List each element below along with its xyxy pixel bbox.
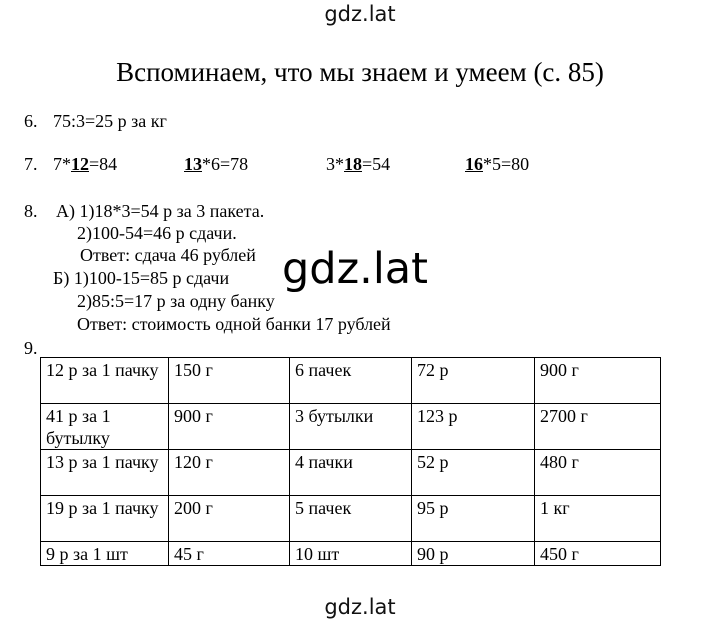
watermark-center: gdz.lat — [278, 246, 432, 292]
task-8-a-step-2: 2)100-54=46 р сдачи. — [77, 223, 237, 243]
table-cell-total-mass: 1 кг — [535, 496, 661, 542]
task-7-item-post: *5=80 — [483, 154, 530, 174]
table-cell-cost: 52 р — [412, 450, 535, 496]
task-7-item-answer: 16 — [465, 154, 483, 174]
table-cell-mass: 900 г — [169, 404, 290, 450]
table-cell-cost: 123 р — [412, 404, 535, 450]
table-cell-cost: 72 р — [412, 358, 535, 404]
table-cell-mass: 120 г — [169, 450, 290, 496]
table-cell-quantity: 3 бутылки — [290, 404, 412, 450]
task-8-number: 8. — [24, 201, 38, 221]
task-9-number: 9. — [24, 338, 38, 358]
table-row — [41, 450, 661, 496]
watermark-top: gdz.lat — [324, 2, 396, 26]
task-6-number: 6. — [24, 111, 38, 131]
task-7-item-post: =84 — [89, 154, 118, 174]
table-cell-cost: 95 р — [412, 496, 535, 542]
task-7-item — [53, 153, 117, 175]
task-7-item-pre: 3* — [326, 154, 344, 174]
table-cell-total-mass: 450 г — [535, 542, 661, 566]
task-7-item-post: *6=78 — [202, 154, 249, 174]
table-cell-total-mass: 2700 г — [535, 404, 661, 450]
task-8-b-answer: Ответ: стоимость одной банки 17 рублей — [77, 314, 391, 334]
table-cell-quantity: 4 пачки — [290, 450, 412, 496]
task-7-item — [326, 153, 390, 175]
task-7-item-answer: 13 — [184, 154, 202, 174]
task-8-a-answer: Ответ: сдача 46 рублей — [80, 245, 256, 265]
task-6-text: 75:3=25 р за кг — [53, 111, 167, 131]
table-cell-price: 9 р за 1 шт — [41, 542, 169, 566]
task-7-item — [184, 153, 248, 175]
task-7-number: 7. — [24, 154, 38, 174]
table-cell-mass: 150 г — [169, 358, 290, 404]
task-9-table — [40, 357, 661, 566]
table-cell-price: 13 р за 1 пачку — [41, 450, 169, 496]
table-cell-mass: 200 г — [169, 496, 290, 542]
task-7-item-answer: 18 — [344, 154, 362, 174]
task-7-item-post: =54 — [362, 154, 391, 174]
table-cell-total-mass: 900 г — [535, 358, 661, 404]
task-8-b-step-1: Б) 1)100-15=85 р сдачи — [53, 268, 230, 288]
table-cell-total-mass: 480 г — [535, 450, 661, 496]
table-cell-price: 19 р за 1 пачку — [41, 496, 169, 542]
table-row — [41, 496, 661, 542]
task-8-b-step-2: 2)85:5=17 р за одну банку — [77, 291, 275, 311]
table-cell-mass: 45 г — [169, 542, 290, 566]
table-cell-quantity: 5 пачек — [290, 496, 412, 542]
table-cell-quantity: 10 шт — [290, 542, 412, 566]
table-cell-price: 12 р за 1 пачку — [41, 358, 169, 404]
task-7-item-answer: 12 — [71, 154, 89, 174]
page-title: Вспоминаем, что мы знаем и умеем (с. 85) — [116, 57, 604, 87]
task-8-a-step-1: А) 1)18*3=54 р за 3 пакета. — [56, 201, 265, 221]
watermark-bottom: gdz.lat — [324, 595, 396, 619]
table-cell-cost: 90 р — [412, 542, 535, 566]
table-cell-quantity: 6 пачек — [290, 358, 412, 404]
table-row — [41, 358, 661, 404]
table-row — [41, 404, 661, 450]
task-7-item-pre: 7* — [53, 154, 71, 174]
task-7-item — [465, 153, 529, 175]
table-cell-price: 41 р за 1 бутылку — [41, 404, 169, 450]
table-row — [41, 542, 661, 566]
